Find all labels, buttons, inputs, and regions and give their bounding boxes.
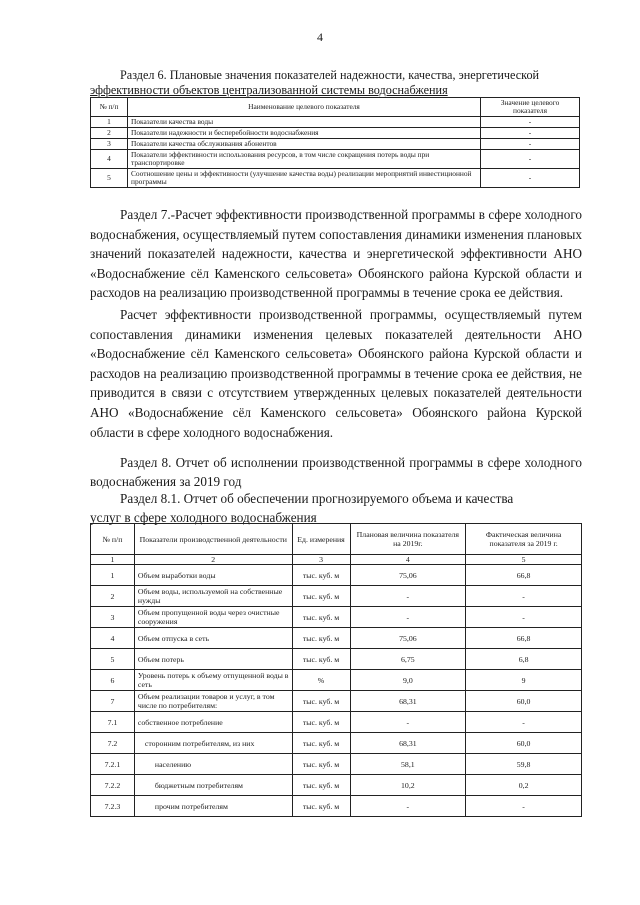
- table-row: [91, 586, 582, 607]
- table-row: [91, 670, 582, 691]
- table-row: [91, 649, 582, 670]
- table-row: [91, 169, 580, 188]
- row-plan: -: [350, 796, 466, 817]
- col-index: 3: [292, 555, 350, 565]
- col-header-name: Наименование целевого показателя: [128, 98, 481, 117]
- row-num: 5: [91, 169, 128, 188]
- row-unit: тыс. куб. м: [292, 628, 350, 649]
- col-index: 2: [134, 555, 292, 565]
- row-num: 4: [91, 628, 135, 649]
- row-plan: 6,75: [350, 649, 466, 670]
- col-index: 1: [91, 555, 135, 565]
- row-unit: тыс. куб. м: [292, 754, 350, 775]
- row-fact: 60,0: [466, 733, 582, 754]
- section-7-paragraph-2: Расчет эффективности производственной программы, осуществляемый путем сопоставления динамики изменения целевых показателей деятельности АНО «Водоснабжение сёл Каменского сельсовета» Обоянского района Курской области и расходов на реализацию производственной программы в течение срока ее действия, не приводится в связи с отсутствием утвержденных целевых показателей деятельности АНО «Водоснабжение сёл Каменского сельсовета» Обоянского района Курской области в сфере холодного водоснабжения.: [90, 307, 582, 440]
- row-unit: %: [292, 670, 350, 691]
- row-num: 7.2.1: [91, 754, 135, 775]
- row-fact: -: [466, 712, 582, 733]
- row-unit: тыс. куб. м: [292, 796, 350, 817]
- row-unit: тыс. куб. м: [292, 733, 350, 754]
- table-row: [91, 128, 580, 139]
- table-row: [91, 565, 582, 586]
- row-name: Уровень потерь к объему отпущенной воды в сеть: [134, 670, 292, 691]
- table-row: [91, 733, 582, 754]
- row-plan: 68,31: [350, 733, 466, 754]
- page-number: 4: [317, 30, 323, 44]
- row-plan: 75,06: [350, 628, 466, 649]
- row-num: 1: [91, 117, 128, 128]
- section-8-1-title-a: Раздел 8.1. Отчет об обеспечении прогнозируемого объема и качества: [120, 491, 514, 506]
- table-header-row: [91, 524, 582, 555]
- section-7-paragraph-1: Раздел 7.-Расчет эффективности производственной программы в сфере холодного водоснабжения, осуществляемый путем сопоставления динамики изменения плановых значений показателей надежности, качества и энергетической эффективности АНО «Водоснабжение сёл Каменского сельсовета» Обоянского района Курской области и расходов на реализацию производственной программы в течение срока ее действия.: [90, 207, 582, 301]
- table-header-row: [91, 98, 580, 117]
- col-header-unit: Ед. измерения: [292, 524, 350, 555]
- row-name: Показатели качества обслуживания абонентов: [128, 139, 481, 150]
- row-plan: 68,31: [350, 691, 466, 712]
- row-name: бюджетным потребителям: [134, 775, 292, 796]
- table-row: [91, 139, 580, 150]
- col-header-plan: Плановая величина показателя на 2019г.: [350, 524, 466, 555]
- table-row: [91, 754, 582, 775]
- row-plan: 58,1: [350, 754, 466, 775]
- col-index: 4: [350, 555, 466, 565]
- section-6-table: [90, 97, 580, 188]
- row-plan: -: [350, 586, 466, 607]
- row-value: -: [481, 139, 580, 150]
- row-unit: тыс. куб. м: [292, 712, 350, 733]
- table-row: [91, 712, 582, 733]
- section-6-title-line1: Раздел 6. Плановые значения показателей надежности, качества, энергетической: [120, 68, 540, 82]
- row-fact: 60,0: [466, 691, 582, 712]
- section-8-1-title-b: услуг в сфере холодного водоснабжения: [90, 510, 317, 525]
- row-name: Объем потерь: [134, 649, 292, 670]
- section-6-title: [90, 68, 590, 98]
- row-fact: -: [466, 607, 582, 628]
- row-name: прочим потребителям: [134, 796, 292, 817]
- row-unit: тыс. куб. м: [292, 565, 350, 586]
- col-header-num: № п/п: [91, 524, 135, 555]
- row-num: 3: [91, 139, 128, 150]
- col-header-fact: Фактическая величина показателя за 2019 г.: [466, 524, 582, 555]
- row-unit: тыс. куб. м: [292, 607, 350, 628]
- row-name: Объем пропущенной воды через очистные сооружения: [134, 607, 292, 628]
- row-name: Соотношение цены и эффективности (улучшение качества воды) реализации мероприятий инвестиционной программы: [128, 169, 481, 188]
- row-name: Объем отпуска в сеть: [134, 628, 292, 649]
- row-value: -: [481, 150, 580, 169]
- row-num: 3: [91, 607, 135, 628]
- table-row: [91, 150, 580, 169]
- table-row: [91, 607, 582, 628]
- section-6-title-line2: эффективности объектов централизованной системы водоснабжения: [90, 83, 448, 97]
- section-8-table: [90, 523, 582, 817]
- row-name: Показатели эффективности использования ресурсов, в том числе сокращения потерь воды при транспортировке: [128, 150, 481, 169]
- row-unit: тыс. куб. м: [292, 586, 350, 607]
- row-name: Объем воды, используемой на собственные нужды: [134, 586, 292, 607]
- row-num: 7.2.2: [91, 775, 135, 796]
- row-num: 7: [91, 691, 135, 712]
- row-num: 4: [91, 150, 128, 169]
- row-num: 7.2: [91, 733, 135, 754]
- row-fact: -: [466, 586, 582, 607]
- row-name: Показатели качества воды: [128, 117, 481, 128]
- row-num: 7.2.3: [91, 796, 135, 817]
- col-header-indicator: Показатели производственной деятельности: [134, 524, 292, 555]
- row-name: собственное потребление: [134, 712, 292, 733]
- row-plan: 9,0: [350, 670, 466, 691]
- table-row: [91, 691, 582, 712]
- table-row: [91, 117, 580, 128]
- row-fact: 0,2: [466, 775, 582, 796]
- row-num: 5: [91, 649, 135, 670]
- col-header-value: Значение целевого показателя: [481, 98, 580, 117]
- row-num: 7.1: [91, 712, 135, 733]
- row-name: сторонним потребителям, из них: [134, 733, 292, 754]
- row-name: Объем выработки воды: [134, 565, 292, 586]
- row-value: -: [481, 128, 580, 139]
- row-plan: 10,2: [350, 775, 466, 796]
- row-fact: -: [466, 796, 582, 817]
- row-name: Объем реализации товаров и услуг, в том числе по потребителям:: [134, 691, 292, 712]
- row-name: населению: [134, 754, 292, 775]
- row-num: 2: [91, 586, 135, 607]
- col-index: 5: [466, 555, 582, 565]
- row-value: -: [481, 117, 580, 128]
- row-plan: 75,06: [350, 565, 466, 586]
- row-plan: -: [350, 712, 466, 733]
- section-8-title: Раздел 8. Отчет об исполнении производственной программы в сфере холодного водоснабжения за 2019 год: [90, 455, 582, 489]
- column-index-row: [91, 555, 582, 565]
- row-name: Показатели надежности и бесперебойности водоснабжения: [128, 128, 481, 139]
- table-row: [91, 775, 582, 796]
- table-row: [91, 796, 582, 817]
- table-row: [91, 628, 582, 649]
- section-8-1-title: [90, 489, 582, 527]
- row-fact: 6,8: [466, 649, 582, 670]
- row-value: -: [481, 169, 580, 188]
- row-unit: тыс. куб. м: [292, 649, 350, 670]
- row-fact: 9: [466, 670, 582, 691]
- row-unit: тыс. куб. м: [292, 775, 350, 796]
- row-unit: тыс. куб. м: [292, 691, 350, 712]
- row-fact: 59,8: [466, 754, 582, 775]
- row-num: 1: [91, 565, 135, 586]
- row-num: 2: [91, 128, 128, 139]
- row-plan: -: [350, 607, 466, 628]
- row-fact: 66,8: [466, 565, 582, 586]
- row-fact: 66,8: [466, 628, 582, 649]
- col-header-num: № п/п: [91, 98, 128, 117]
- row-num: 6: [91, 670, 135, 691]
